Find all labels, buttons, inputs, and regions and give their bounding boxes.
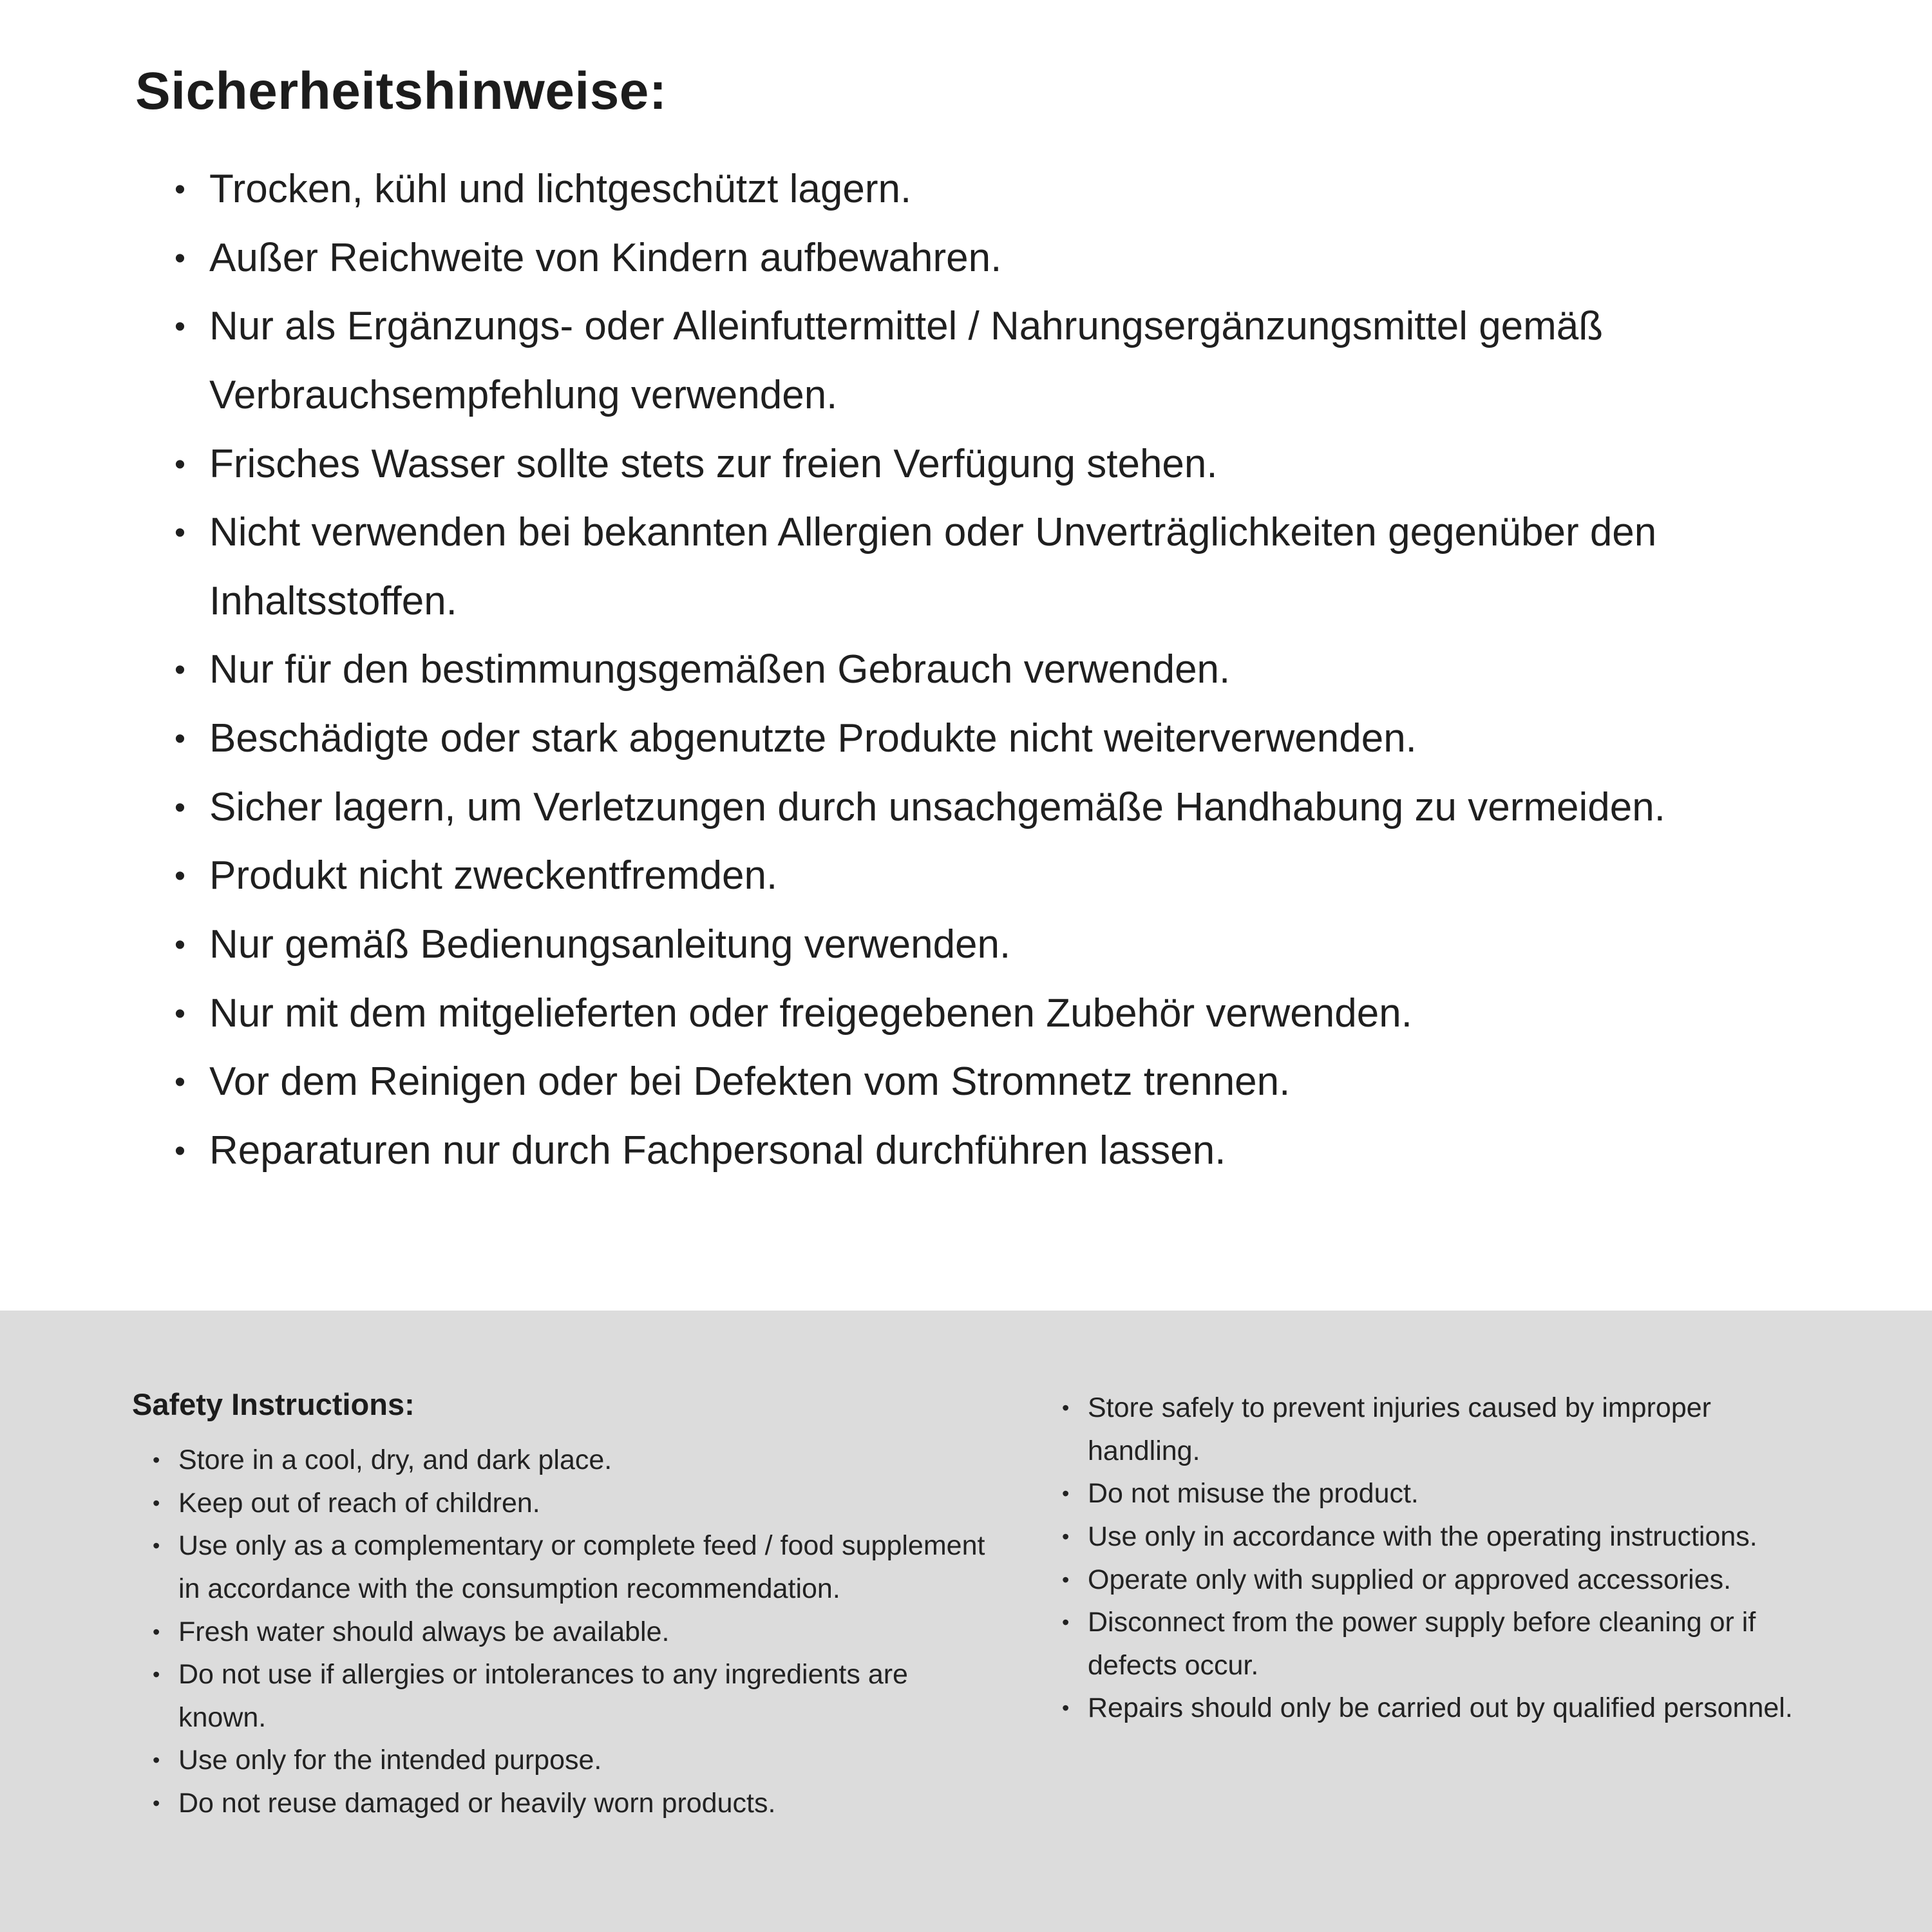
list-item: • Do not use if allergies or intolerances to any ingredients are known. — [150, 1653, 989, 1739]
english-safety-section — [0, 1311, 1932, 1932]
german-heading: Sicherheitshinweise: — [135, 62, 667, 120]
english-safety-list-right — [1059, 1387, 1823, 1730]
list-item: • Außer Reichweite von Kindern aufbewahren. — [171, 224, 1829, 293]
list-item: • Reparaturen nur durch Fachpersonal durchführen lassen. — [171, 1117, 1829, 1186]
list-item: • Use only for the intended purpose. — [150, 1739, 989, 1782]
list-item: • Produkt nicht zweckentfremden. — [171, 842, 1829, 911]
list-item: • Use only in accordance with the operating instructions. — [1059, 1515, 1823, 1558]
list-item: • Nur mit dem mitgelieferten oder freigegebenen Zubehör verwenden. — [171, 980, 1829, 1048]
list-item: • Repairs should only be carried out by qualified personnel. — [1059, 1687, 1823, 1730]
list-item: • Trocken, kühl und lichtgeschützt lagern. — [171, 155, 1829, 224]
german-safety-list — [135, 155, 1829, 1185]
english-heading: Safety Instructions: — [132, 1387, 415, 1421]
list-item: • Sicher lagern, um Verletzungen durch unsachgemäße Handhabung zu vermeiden. — [171, 773, 1829, 842]
list-item: • Use only as a complementary or complete feed / food supplement in accordance with the consumption recommendation. — [150, 1524, 989, 1610]
list-item: • Nur als Ergänzungs- oder Alleinfuttermittel / Nahrungsergänzungsmittel gemäß Verbrauchsempfehlung verwenden. — [171, 292, 1829, 430]
list-item: • Frisches Wasser sollte stets zur freien Verfügung stehen. — [171, 430, 1829, 499]
list-item: • Nur gemäß Bedienungsanleitung verwenden. — [171, 911, 1829, 980]
list-item: • Operate only with supplied or approved accessories. — [1059, 1558, 1823, 1602]
list-item: • Vor dem Reinigen oder bei Defekten vom Stromnetz trennen. — [171, 1048, 1829, 1117]
list-item: • Store safely to prevent injuries caused by improper handling. — [1059, 1387, 1823, 1472]
list-item: • Nur für den bestimmungsgemäßen Gebrauch verwenden. — [171, 636, 1829, 705]
list-item: • Disconnect from the power supply before cleaning or if defects occur. — [1059, 1601, 1823, 1687]
list-item: • Beschädigte oder stark abgenutzte Produkte nicht weiterverwenden. — [171, 705, 1829, 773]
list-item: • Do not reuse damaged or heavily worn products. — [150, 1782, 989, 1825]
list-item: • Do not misuse the product. — [1059, 1472, 1823, 1515]
list-item: • Store in a cool, dry, and dark place. — [150, 1439, 989, 1482]
list-item: • Keep out of reach of children. — [150, 1482, 989, 1525]
english-right-column — [1059, 1387, 1823, 1932]
english-left-column — [132, 1387, 989, 1932]
list-item: • Fresh water should always be available. — [150, 1611, 989, 1654]
english-safety-list-left — [132, 1439, 989, 1825]
list-item: • Nicht verwenden bei bekannten Allergien oder Unverträglichkeiten gegenüber den Inhaltsstoffen. — [171, 498, 1829, 636]
